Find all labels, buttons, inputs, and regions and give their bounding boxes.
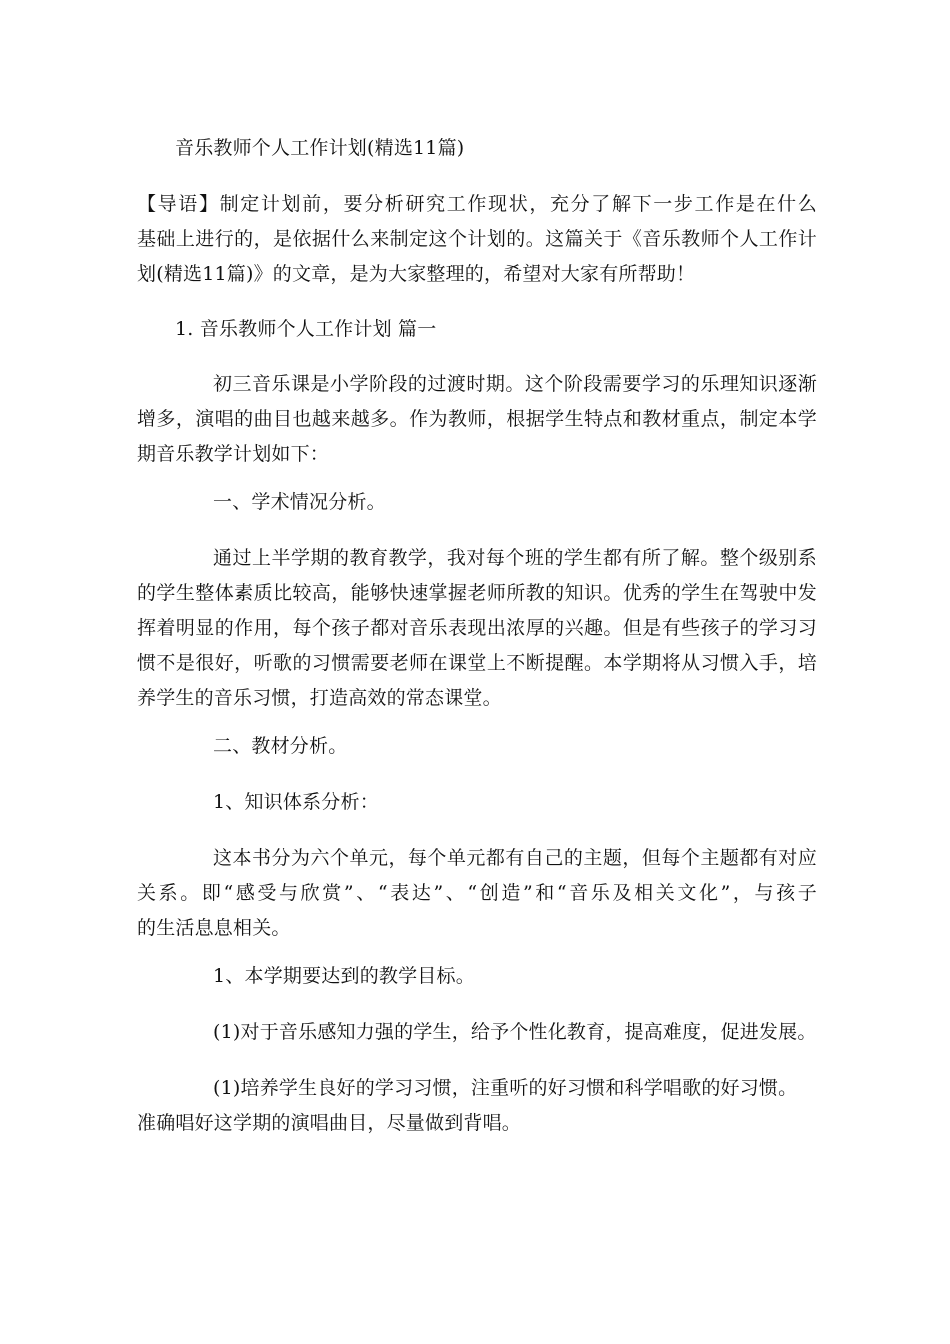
para1-line-2: 增多，演唱的曲目也越来越多。作为教师，根据学生特点和教材重点，制定本学 bbox=[137, 408, 817, 430]
para2-line-2: 的学生整体素质比较高，能够快速掌握老师所教的知识。优秀的学生在驾驶中发 bbox=[137, 582, 817, 604]
para2-line-1: 通过上半学期的教育教学，我对每个班的学生都有所了解。整个级别系 bbox=[213, 547, 817, 569]
document-title: 音乐教师个人工作计划(精选11篇) bbox=[175, 137, 465, 159]
sub-heading-goals: 1、本学期要达到的教学目标。 bbox=[213, 965, 475, 987]
para2-line-3: 挥着明显的作用，每个孩子都对音乐表现出浓厚的兴趣。但是有些孩子的学习习 bbox=[137, 617, 817, 639]
intro-line-3: 划(精选11篇)》的文章，是为大家整理的，希望对大家有所帮助！ bbox=[137, 263, 696, 285]
para2-line-5: 养学生的音乐习惯，打造高效的常态课堂。 bbox=[137, 687, 502, 709]
para2-line-4: 惯不是很好，听歌的习惯需要老师在课堂上不断提醒。本学期将从习惯入手，培 bbox=[137, 652, 817, 674]
intro-line-1: 【导语】制定计划前，要分析研究工作现状，充分了解下一步工作是在什么 bbox=[137, 193, 817, 215]
para1-line-3: 期音乐教学计划如下： bbox=[137, 443, 330, 465]
para1-line-1: 初三音乐课是小学阶段的过渡时期。这个阶段需要学习的乐理知识逐渐 bbox=[213, 373, 817, 395]
section-heading: 1. 音乐教师个人工作计划 篇一 bbox=[175, 318, 437, 340]
goal-item-2-line-1: (1)培养学生良好的学习习惯，注重听的好习惯和科学唱歌的好习惯。 bbox=[213, 1077, 798, 1099]
para3-line-3: 的生活息息相关。 bbox=[137, 917, 291, 939]
para3-line-1: 这本书分为六个单元，每个单元都有自己的主题，但每个主题都有对应 bbox=[213, 847, 817, 869]
goal-item-1: (1)对于音乐感知力强的学生，给予个性化教育，提高难度，促进发展。 bbox=[213, 1021, 817, 1043]
heading-two: 二、教材分析。 bbox=[213, 735, 348, 757]
para3-line-2: 关系。即“感受与欣赏”、“表达”、“创造”和“音乐及相关文化”，与孩子 bbox=[137, 882, 817, 904]
sub-heading-knowledge: 1、知识体系分析： bbox=[213, 791, 379, 813]
heading-one: 一、学术情况分析。 bbox=[213, 491, 386, 513]
intro-line-2: 基础上进行的，是依据什么来制定这个计划的。这篇关于《音乐教师个人工作计 bbox=[137, 228, 817, 250]
goal-item-2-line-2: 准确唱好这学期的演唱曲目，尽量做到背唱。 bbox=[137, 1112, 522, 1134]
